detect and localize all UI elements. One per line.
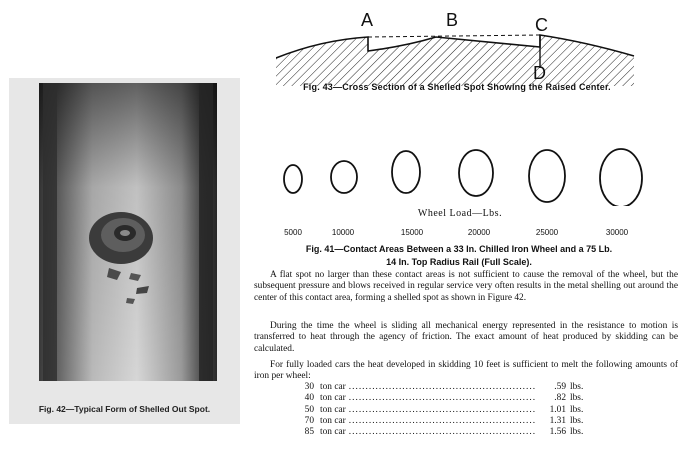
lbs-label: lbs. — [570, 393, 584, 404]
tons-value: 85 — [304, 427, 314, 438]
table-row — [300, 393, 590, 404]
dot-leader: ........................................................ — [348, 404, 537, 415]
load-label-20000: 20000 — [467, 228, 491, 237]
dot-leader: ........................................................ — [348, 382, 537, 392]
lbs-label: lbs. — [570, 415, 584, 426]
paragraph-heat-skidding: For fully loaded cars the heat developed in skidding 10 feet is sufficient to melt the following amounts of iron per wheel: — [254, 360, 678, 382]
lbs-label: lbs. — [570, 382, 584, 392]
contact-area-30000 — [600, 149, 642, 206]
amount-value: .59 — [554, 382, 566, 392]
load-label-15000: 15000 — [400, 228, 424, 237]
load-label-5000: 5000 — [284, 228, 302, 237]
wheel-load-axis-title: Wheel Load—Lbs. — [417, 208, 503, 219]
contact-area-ellipses — [276, 144, 648, 206]
shelled-rail-photo — [39, 83, 217, 381]
fig41-caption — [256, 243, 662, 269]
lbs-label: lbs. — [570, 427, 584, 438]
iron-melt-table — [300, 382, 590, 438]
unit-label: ton car — [320, 415, 346, 426]
label-c: C — [535, 15, 548, 35]
lbs-label: lbs. — [570, 404, 584, 415]
amount-value: 1.31 — [549, 415, 566, 426]
label-a: A — [361, 10, 374, 30]
dot-leader: ........................................................ — [348, 427, 537, 438]
fig42-caption: Fig. 42—Typical Form of Shelled Out Spot. — [38, 404, 211, 414]
dot-leader: ........................................................ — [348, 415, 537, 426]
paragraph-sliding-energy: During the time the wheel is sliding all mechanical energy represented in the resistance to motion is transferred to heat through the agency of friction. The exact amount of heat produced by skidding can be calculated. — [254, 321, 678, 354]
table-row — [300, 416, 590, 427]
unit-label: ton car — [320, 427, 346, 438]
table-row — [300, 427, 590, 438]
contact-area-25000 — [529, 150, 565, 202]
fig43-caption: Fig. 43—Cross Section of a Shelled Spot Showing the Raised Center. — [303, 82, 611, 92]
unit-label: ton car — [320, 393, 346, 404]
amount-value: 1.56 — [549, 427, 566, 438]
load-label-25000: 25000 — [535, 228, 559, 237]
amount-value: 1.01 — [549, 404, 566, 415]
load-label-10000: 10000 — [331, 228, 355, 237]
tons-value: 40 — [304, 393, 314, 404]
label-d: D — [533, 63, 546, 83]
table-row — [300, 382, 590, 393]
table-row — [300, 405, 590, 416]
contact-area-10000 — [331, 161, 357, 193]
original-surface-dashed-line — [368, 35, 540, 37]
tons-value: 50 — [304, 404, 314, 415]
load-label-30000: 30000 — [605, 228, 629, 237]
label-b: B — [446, 10, 459, 30]
tons-value: 30 — [304, 382, 314, 392]
fig42-photo-panel — [9, 78, 240, 424]
tons-value: 70 — [304, 415, 314, 426]
contact-area-20000 — [459, 150, 493, 196]
contact-area-15000 — [392, 151, 420, 193]
paragraph-flat-spot: A flat spot no larger than these contact areas is not sufficient to cause the removal of the wheel, but the subsequent pressure and blows received in regular service very often results in the metal shelling out around the center of this contact area, forming a shelled spot as shown in Figure 42. — [254, 270, 678, 303]
amount-value: .82 — [554, 393, 566, 404]
dot-leader: ........................................................ — [348, 393, 537, 404]
fig41-caption-line1: Fig. 41—Contact Areas Between a 33 In. Chilled Iron Wheel and a 75 Lb. — [305, 244, 613, 254]
fig41-caption-line2: 14 In. Top Radius Rail (Full Scale). — [386, 257, 532, 267]
unit-label: ton car — [320, 404, 346, 415]
unit-label: ton car — [320, 382, 346, 392]
contact-area-5000 — [284, 165, 302, 193]
